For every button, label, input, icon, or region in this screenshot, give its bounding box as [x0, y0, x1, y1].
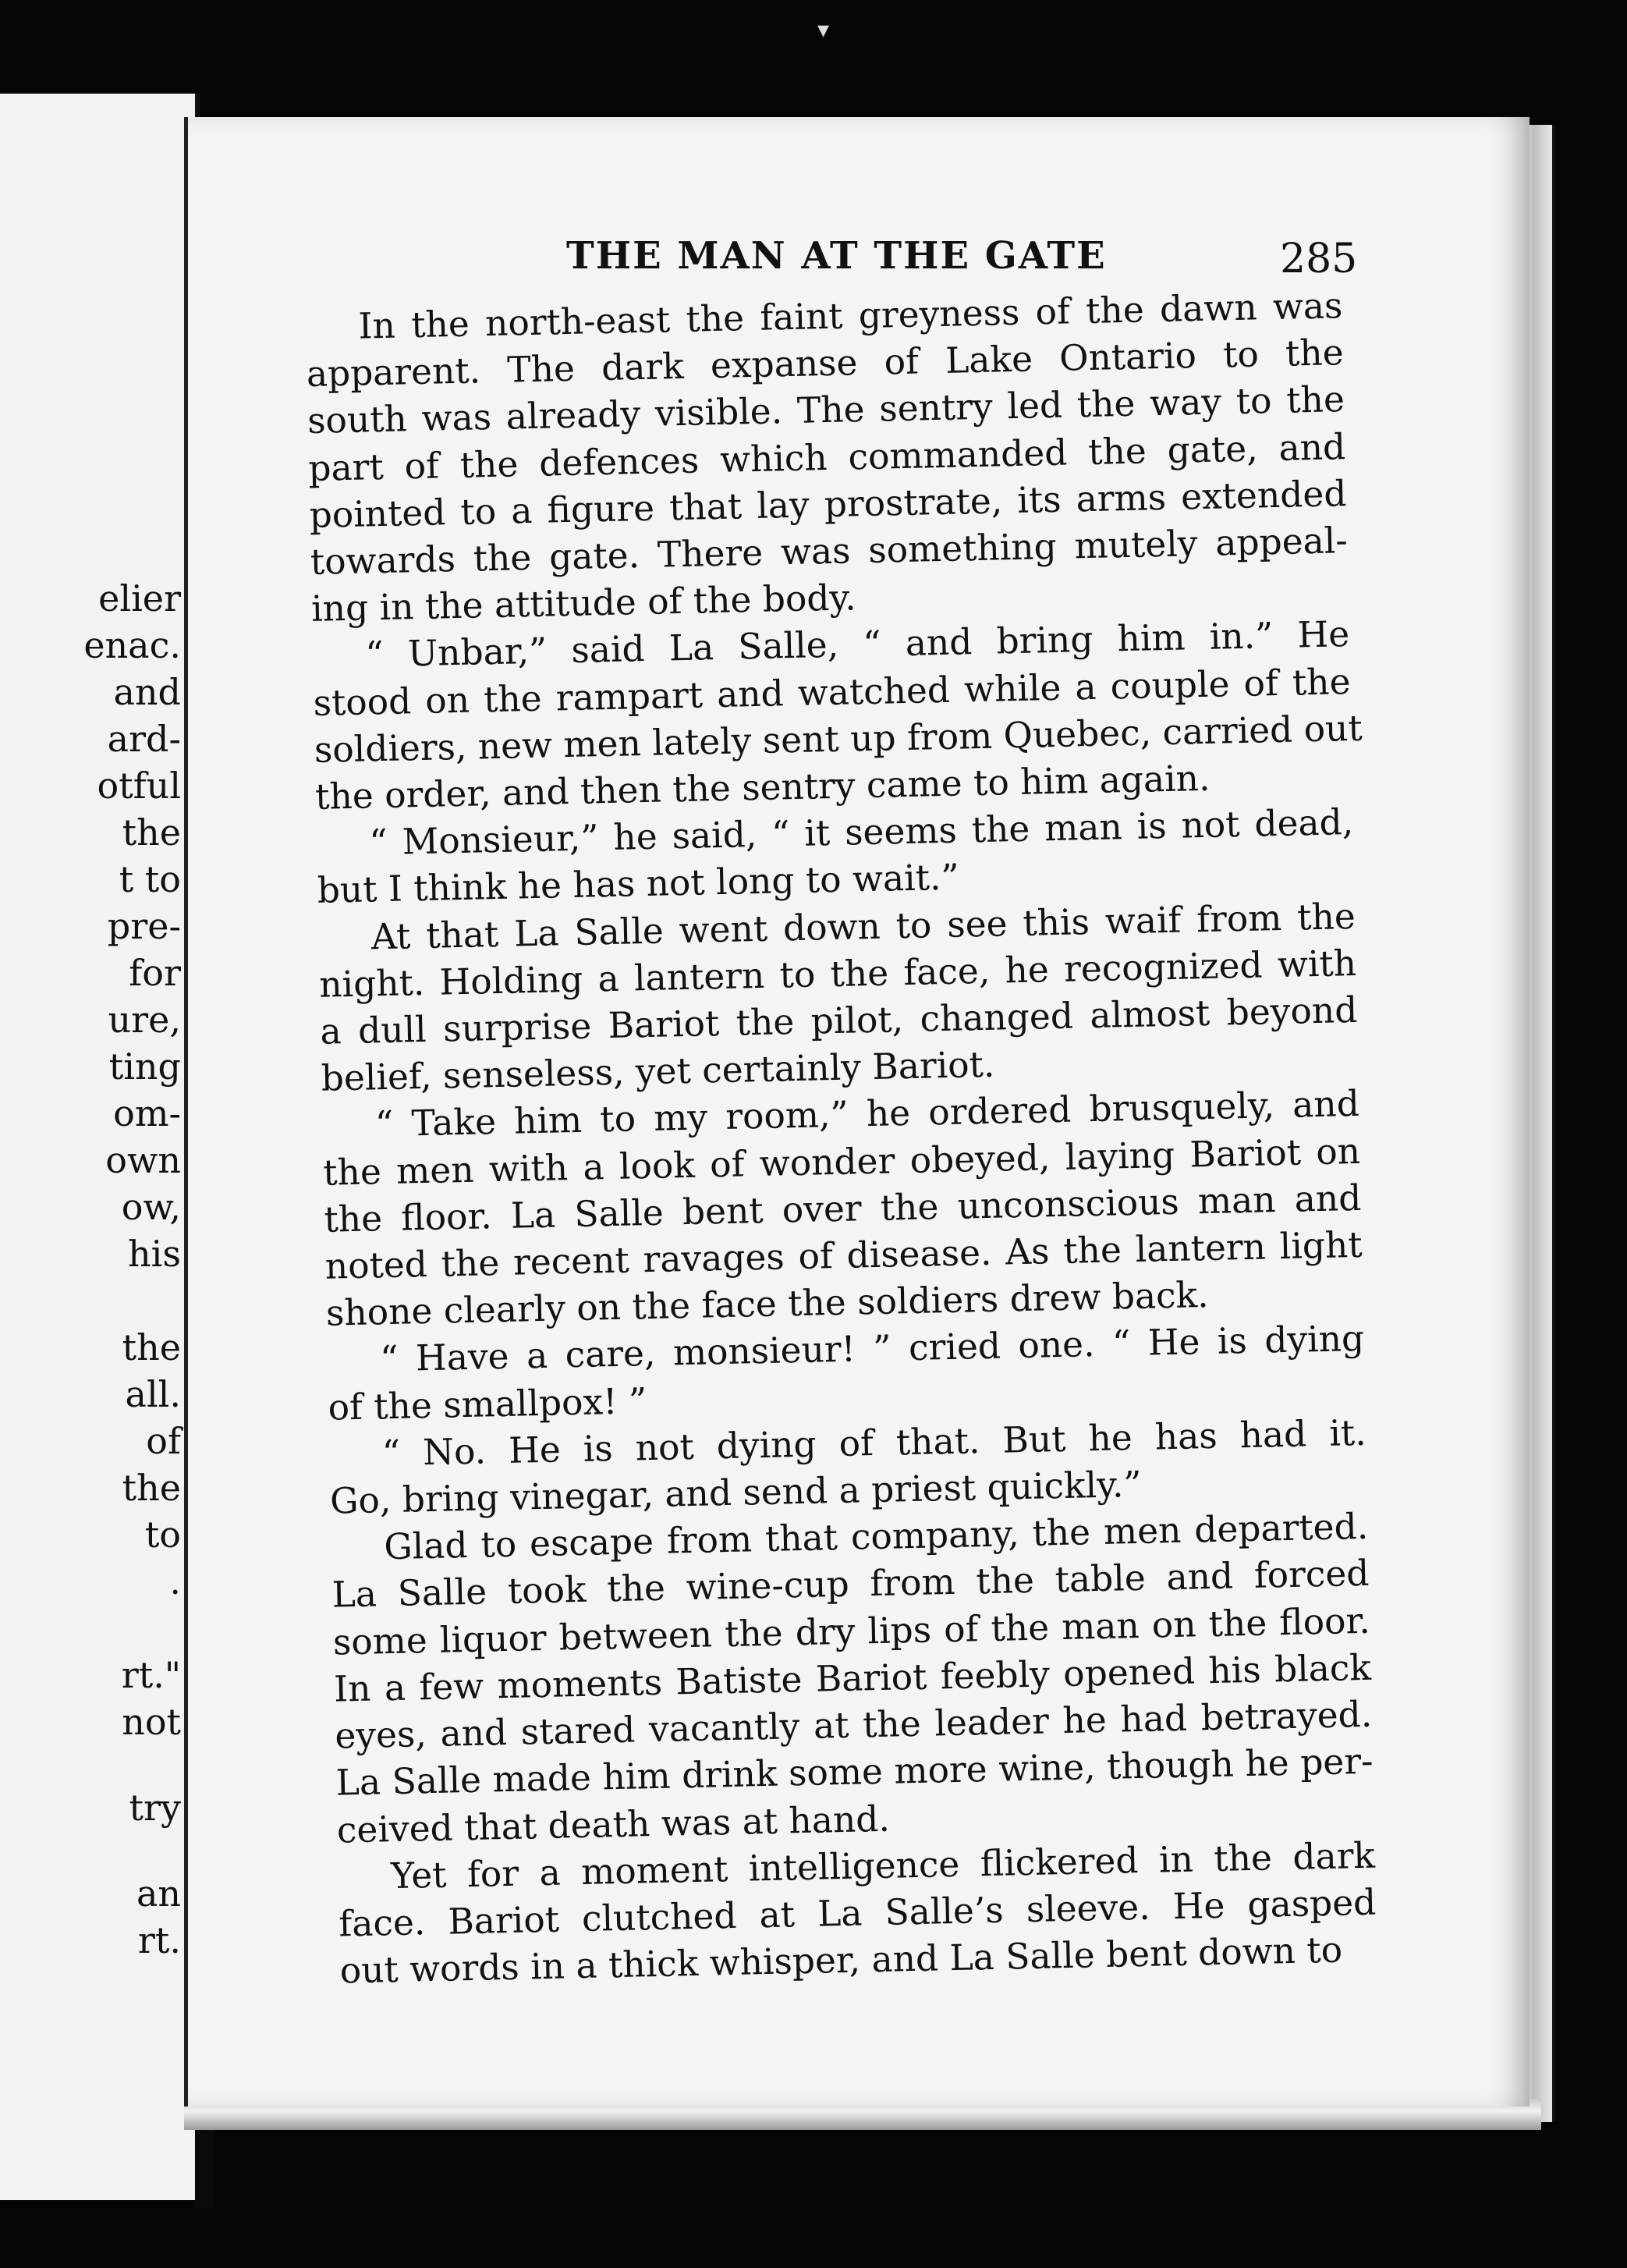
text-line: night. Holding a lantern to the face, he recognized with	[318, 942, 1357, 1006]
facing-line: t to	[119, 858, 181, 900]
facing-line: ow,	[121, 1186, 181, 1228]
facing-line: to	[144, 1514, 181, 1556]
text-line: soldiers, new men lately sent up from Quebec, carried out	[314, 707, 1363, 771]
facing-line: ting	[108, 1045, 181, 1088]
text-line: the order, and then the sentry came to him again.	[314, 757, 1211, 818]
facing-line: an	[136, 1872, 181, 1915]
text-line: “ Have a care, monsieur! ” cried one. “ He is dying	[379, 1318, 1365, 1380]
text-line: some liquor between the dry lips of the man on the floor.	[332, 1599, 1371, 1663]
page-body-text	[305, 282, 1377, 1995]
text-line: La Salle made him drink some more wine, though he per-	[335, 1741, 1374, 1804]
facing-line: try	[129, 1787, 181, 1829]
facing-line: own	[105, 1139, 181, 1181]
page-number: 285	[1280, 236, 1358, 282]
facing-line: for	[129, 952, 181, 994]
facing-line: .	[169, 1560, 181, 1603]
facing-line: his	[128, 1233, 181, 1275]
text-line: ing in the attitude of the body.	[310, 577, 857, 630]
facing-page-text	[0, 94, 195, 2200]
text-line: part of the defences which commanded the gate, and	[307, 425, 1346, 489]
text-line: of the smallpox! ”	[328, 1379, 647, 1429]
facing-line: enac.	[83, 624, 181, 666]
text-line: apparent. The dark expanse of Lake Ontario to the	[306, 332, 1345, 396]
facing-page-left	[0, 94, 200, 2200]
text-line: stood on the rampart and watched while a couple of the	[313, 660, 1351, 724]
text-line: In a few moments Batiste Bariot feebly opened his black	[333, 1646, 1372, 1710]
facing-line: elier	[98, 577, 181, 619]
text-line: “ Unbar,” said La Salle, “ and bring him in.” He	[364, 613, 1350, 676]
text-line: out words in a thick whisper, and La Salle bent down to	[339, 1929, 1343, 1992]
facing-line: not	[122, 1701, 181, 1743]
facing-line: rt.	[137, 1919, 181, 1961]
text-line: At that La Salle went down to see this waif from the	[370, 895, 1356, 958]
facing-line: the	[122, 1467, 181, 1509]
text-line: “ Take him to my room,” he ordered brusquely, and	[374, 1083, 1360, 1145]
text-line: a dull surprise Bariot the pilot, changed almost beyond	[319, 988, 1358, 1052]
text-line: pointed to a figure that lay prostrate, its arms extended	[309, 472, 1347, 536]
facing-line: ure,	[108, 999, 181, 1041]
text-line: shone clearly on the face the soldiers drew back.	[325, 1274, 1210, 1334]
text-line: eyes, and stared vacantly at the leader he had betrayed.	[334, 1693, 1373, 1757]
book-page	[184, 117, 1530, 2107]
text-line: face. Bariot clutched at La Salle’s sleeve. He gasped	[338, 1881, 1377, 1945]
facing-line: otful	[97, 765, 181, 807]
text-line: the men with a look of wonder obeyed, laying Bariot on	[322, 1130, 1361, 1194]
facing-line: pre-	[107, 905, 181, 947]
text-line: towards the gate. There was something mutely appeal-	[310, 520, 1349, 583]
text-line: “ Monsieur,” he said, “ it seems the man is not dead,	[368, 801, 1354, 864]
facing-line: rt."	[121, 1654, 181, 1696]
text-line: south was already visible. The sentry led the way to the	[307, 378, 1345, 442]
text-line: noted the recent ravages of disease. As the lantern light	[324, 1223, 1363, 1287]
text-line: Glad to escape from that company, the men departed.	[383, 1506, 1369, 1568]
text-line: the floor. La Salle bent over the unconscious man and	[324, 1177, 1362, 1240]
text-line: but I think he has not long to wait.”	[317, 857, 960, 912]
facing-line: of	[146, 1420, 181, 1462]
text-line: “ No. He is not dying of that. But he has had it.	[381, 1411, 1367, 1475]
facing-line: om-	[113, 1092, 181, 1134]
dust-speck: ▾	[817, 16, 830, 44]
facing-line: the	[122, 1326, 181, 1368]
facing-line: the	[122, 811, 181, 854]
facing-line: all.	[125, 1373, 181, 1415]
text-line: Yet for a moment intelligence flickered in the dark	[390, 1834, 1376, 1897]
text-line: ceived that death was at hand.	[336, 1798, 891, 1851]
facing-line: and	[113, 671, 181, 713]
facing-line: ard-	[107, 718, 181, 760]
text-line: Go, bring vinegar, and send a priest quickly.”	[329, 1463, 1143, 1522]
text-line: belief, senseless, yet certainly Bariot.	[321, 1043, 995, 1100]
text-line: In the north-east the faint greyness of the dawn was	[358, 285, 1343, 347]
text-line: La Salle took the wine-cup from the table and forced	[331, 1553, 1370, 1617]
running-title: THE MAN AT THE GATE	[566, 234, 1107, 278]
